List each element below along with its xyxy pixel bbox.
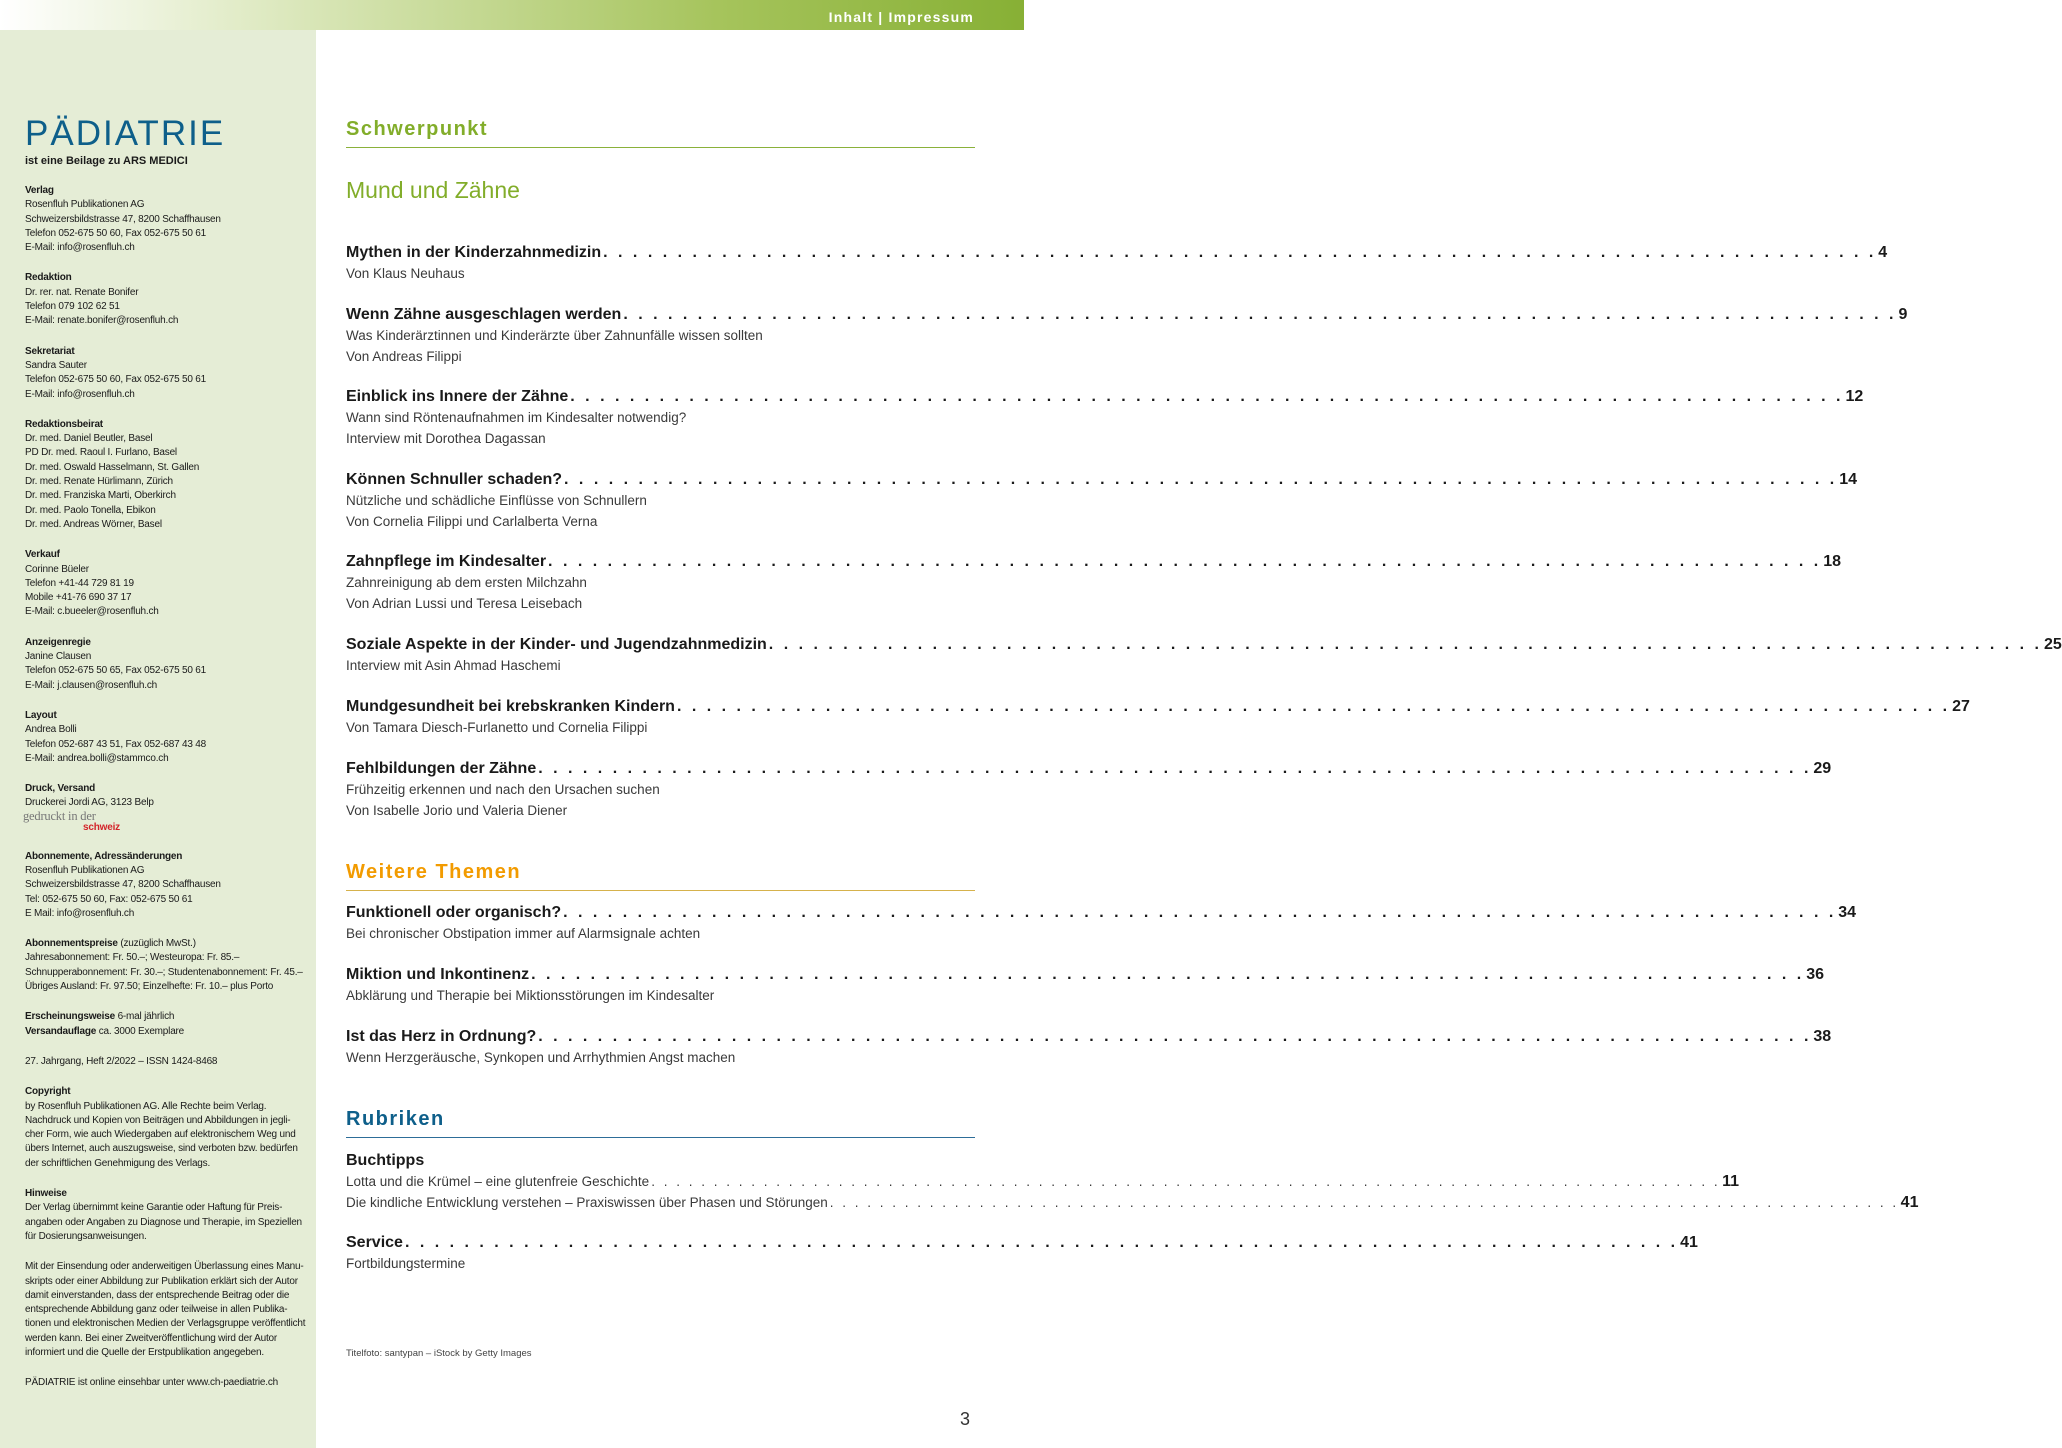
article-subline: Von Andreas Filippi xyxy=(346,349,462,364)
dot-leader: . . . . . . . . . . . . . . . . . . . . . . . . . . . . . . . . . . . . . . . . . . . . . . . . . . . . . . . . . . . . . . . . . . . . . . . . . . . . . . . . . . . . . . xyxy=(404,1234,1679,1251)
block-line: angaben oder Angaben zu Diagnose und Therapie, im Speziellen xyxy=(25,1216,302,1228)
price-line: Übriges Ausland: Fr. 97.50; Einzelhefte: Fr. 10.– plus Porto xyxy=(25,981,274,993)
dot-leader: . . . . . . . . . . . . . . . . . . . . . . . . . . . . . . . . . . . . . . . . . . . . . . . . . . . . . . . . . . . . . . . . . . . . . . . . . . . . . . . . . . . . . . xyxy=(829,1195,1899,1210)
article-subline: Was Kinderärztinnen und Kinderärzte über Zahnunfälle wissen sollten xyxy=(346,328,763,343)
article-subline: Frühzeitig erkennen und nach den Ursachen suchen xyxy=(346,782,660,797)
dot-leader: . . . . . . . . . . . . . . . . . . . . . . . . . . . . . . . . . . . . . . . . . . . . . . . . . . . . . . . . . . . . . . . . . . . . . . . . . . . . . . . . . . . . . . xyxy=(564,471,1838,488)
block-line: Schweizersbildstrasse 47, 8200 Schaffhausen xyxy=(25,213,221,225)
circulation-line xyxy=(25,1025,310,1039)
block-heading: Hinweise xyxy=(25,1188,67,1200)
circulation-value: ca. 3000 Exemplare xyxy=(96,1025,185,1037)
page-ref: 11 xyxy=(1722,1173,1740,1190)
article-subline: Interview mit Asin Ahmad Haschemi xyxy=(346,658,561,673)
publication-frequency xyxy=(25,1010,310,1039)
dot-leader: . . . . . . . . . . . . . . . . . . . . . . . . . . . . . . . . . . . . . . . . . . . . . . . . . . . . . . . . . . . . . . . . . . . . . . . . . . . . . . . . . . . . . . xyxy=(623,306,1897,323)
frequency-value: 6-mal jährlich xyxy=(114,1011,175,1023)
page-ref: 14 xyxy=(1839,471,1857,488)
section-heading-weitere-themen: Weitere Themen xyxy=(346,861,975,891)
page-ref: 29 xyxy=(1813,760,1832,777)
article-title: Fehlbildungen der Zähne xyxy=(346,760,537,777)
impressum-block xyxy=(25,782,310,834)
block-heading: Redaktionsbeirat xyxy=(25,418,103,430)
book-entry xyxy=(346,1171,1740,1192)
article-title: Funktionell oder organisch? xyxy=(346,904,562,921)
dot-leader: . . . . . . . . . . . . . . . . . . . . . . . . . . . . . . . . . . . . . . . . . . . . . . . . . . . . . . . . . . . . . . . . . . . . . . . . . . . . . . . . . . . . . . xyxy=(651,1174,1721,1189)
photo-credit: Titelfoto: santypan – iStock by Getty Images xyxy=(346,1348,532,1359)
block-line: entsprechende Abbildung ganz oder teilweise in allen Publika- xyxy=(25,1304,288,1316)
frequency-line xyxy=(25,1010,310,1024)
toc-entry xyxy=(346,759,1832,821)
block-line: übers Internet, auch auszugsweise, sind verboten bzw. bedürfen xyxy=(25,1143,298,1155)
dot-leader: . . . . . . . . . . . . . . . . . . . . . . . . . . . . . . . . . . . . . . . . . . . . . . . . . . . . . . . . . . . . . . . . . . . . . . . . . . . . . . . . . . . . . . xyxy=(603,244,1877,261)
toc-entry xyxy=(346,243,1888,284)
block-line: E-Mail: c.bueeler@rosenfluh.ch xyxy=(25,606,159,618)
block-line: Der Verlag übernimmt keine Garantie oder Haftung für Preis- xyxy=(25,1202,283,1214)
toc-entry xyxy=(346,552,1841,614)
block-line: für Dosierungsanweisungen. xyxy=(25,1230,147,1242)
block-line: Telefon 052-675 50 60, Fax 052-675 50 61 xyxy=(25,374,207,386)
group-heading: Buchtipps xyxy=(346,1152,425,1169)
book-entry xyxy=(346,1192,1919,1213)
logo-text: schweiz xyxy=(83,821,120,833)
page-ref: 41 xyxy=(1680,1234,1698,1251)
article-title: Miktion und Inkontinenz xyxy=(346,966,530,983)
block-line: cher Form, wie auch Wiedergaben auf elektronischem Weg und xyxy=(25,1129,296,1141)
block-line: Telefon 079 102 62 51 xyxy=(25,301,120,313)
article-title: Zahnpflege im Kindesalter xyxy=(346,553,547,570)
article-subline: Von Cornelia Filippi und Carlalberta Verna xyxy=(346,514,598,529)
block-line: der schriftlichen Genehmigung des Verlags. xyxy=(25,1157,211,1169)
block-line: Dr. med. Renate Hürlimann, Zürich xyxy=(25,476,173,488)
book-title: Die kindliche Entwicklung verstehen – Praxiswissen über Phasen und Störungen xyxy=(346,1195,828,1210)
focus-topic-title: Mund und Zähne xyxy=(346,177,520,203)
block-line: Tel: 052-675 50 60, Fax: 052-675 50 61 xyxy=(25,893,193,905)
frequency-heading: Erscheinungsweise xyxy=(25,1011,115,1023)
dot-leader: . . . . . . . . . . . . . . . . . . . . . . . . . . . . . . . . . . . . . . . . . . . . . . . . . . . . . . . . . . . . . . . . . . . . . . . . . . . . . . . . . . . . . . xyxy=(563,904,1837,921)
impressum-block xyxy=(25,850,310,921)
block-heading: Layout xyxy=(25,709,57,721)
block-line: Rosenfluh Publikationen AG xyxy=(25,864,145,876)
block-line: Mobile +41-76 690 37 17 xyxy=(25,592,132,604)
impressum-blocks xyxy=(25,184,310,1391)
block-heading: Sekretariat xyxy=(25,345,75,357)
impressum-sidebar xyxy=(0,30,316,1448)
block-heading: Druck, Versand xyxy=(25,783,96,795)
online-line: PÄDIATRIE ist online einsehbar unter www.ch-paediatrie.ch xyxy=(25,1377,278,1389)
toc-entry-row xyxy=(346,243,1888,263)
block-line: Nachdruck und Kopien von Beiträgen und Abbildungen in jegli- xyxy=(25,1114,291,1126)
page-ref: 27 xyxy=(1952,698,1970,715)
block-line: Telefon 052-675 50 65, Fax 052-675 50 61 xyxy=(25,665,207,677)
buchtipps-group xyxy=(346,1151,1919,1213)
block-line: damit einverstanden, dass der entsprechende Beitrag oder die xyxy=(25,1289,290,1301)
article-subline: Von Adrian Lussi und Teresa Leisebach xyxy=(346,596,583,611)
block-line: Dr. med. Paolo Tonella, Ebikon xyxy=(25,504,156,516)
circulation-heading: Versandauflage xyxy=(25,1025,97,1037)
block-line: Andrea Bolli xyxy=(25,724,77,736)
block-line: E-Mail: info@rosenfluh.ch xyxy=(25,242,135,254)
toc-entry xyxy=(346,697,1970,738)
block-heading: Verlag xyxy=(25,185,54,196)
block-heading: Redaktion xyxy=(25,272,72,284)
top-banner xyxy=(0,0,1024,30)
impressum-block xyxy=(25,418,310,532)
block-line: Dr. med. Daniel Beutler, Basel xyxy=(25,433,153,445)
article-subline: Fortbildungstermine xyxy=(346,1256,466,1271)
article-subline: Nützliche und schädliche Einflüsse von Schnullern xyxy=(346,493,647,508)
block-line: Telefon 052-675 50 60, Fax 052-675 50 61 xyxy=(25,227,207,239)
toc-entry xyxy=(346,903,1857,944)
page-ref: 25 xyxy=(2043,636,2062,653)
dot-leader: . . . . . . . . . . . . . . . . . . . . . . . . . . . . . . . . . . . . . . . . . . . . . . . . . . . . . . . . . . . . . . . . . . . . . . . . . . . . . . . . . . . . . . xyxy=(531,966,1805,983)
block-line: werden kann. Bei einer Zweitveröffentlichung wird der Autor xyxy=(25,1332,278,1344)
article-title: Service xyxy=(346,1234,403,1251)
article-title: Wenn Zähne ausgeschlagen werden xyxy=(346,306,622,323)
page-ref: 34 xyxy=(1838,904,1857,921)
section-label: Inhalt | Impressum xyxy=(828,9,974,25)
dot-leader: . . . . . . . . . . . . . . . . . . . . . . . . . . . . . . . . . . . . . . . . . . . . . . . . . . . . . . . . . . . . . . . . . . . . . . . . . . . . . . . . . . . . . . xyxy=(570,388,1844,405)
block-line: Telefon +41-44 729 81 19 xyxy=(25,577,134,589)
impressum-block xyxy=(25,184,310,255)
service-entry xyxy=(346,1233,1698,1274)
block-line: PD Dr. med. Raoul I. Furlano, Basel xyxy=(25,447,177,459)
block-line: E-Mail: j.clausen@rosenfluh.ch xyxy=(25,679,157,691)
logo-text: gedruckt in der xyxy=(23,808,96,823)
impressum-block xyxy=(25,636,310,693)
article-subline: Von Isabelle Jorio und Valeria Diener xyxy=(346,803,568,818)
toc-entry-row xyxy=(346,903,1857,923)
block-line: by Rosenfluh Publikationen AG. Alle Rechte beim Verlag. xyxy=(25,1100,267,1112)
block-line: Mit der Einsendung oder anderweitigen Überlassung eines Manu- xyxy=(25,1261,304,1273)
toc-entry-row xyxy=(346,1027,1832,1047)
page-ref: 12 xyxy=(1845,388,1864,405)
copyright-block xyxy=(25,1085,310,1171)
price-line: Schnupperabonnement: Fr. 30.–; Studentenabonnement: Fr. 45.– xyxy=(25,966,303,978)
block-line: informiert und die Quelle der Erstpublikation angegeben. xyxy=(25,1347,264,1358)
impressum-block xyxy=(25,271,310,328)
page-ref: 41 xyxy=(1900,1194,1919,1211)
impressum-content xyxy=(25,116,310,1391)
book-title: Lotta und die Krümel – eine glutenfreie Geschichte xyxy=(346,1174,650,1189)
toc-entry xyxy=(346,1027,1832,1068)
block-line: skripts oder einer Abbildung zur Publikation erklärt sich der Autor xyxy=(25,1275,298,1287)
submission-notice xyxy=(25,1260,310,1360)
block-line: E-Mail: renate.bonifer@rosenfluh.ch xyxy=(25,315,179,327)
block-line: Schweizersbildstrasse 47, 8200 Schaffhausen xyxy=(25,879,221,891)
impressum-block xyxy=(25,345,310,402)
dot-leader: . . . . . . . . . . . . . . . . . . . . . . . . . . . . . . . . . . . . . . . . . . . . . . . . . . . . . . . . . . . . . . . . . . . . . . . . . . . . . . . . . . . . . . xyxy=(538,760,1812,777)
block-heading: Verkauf xyxy=(25,549,60,561)
article-subline: Bei chronischer Obstipation immer auf Alarmsignale achten xyxy=(346,926,701,941)
article-subline: Wann sind Röntenaufnahmen im Kindesalter notwendig? xyxy=(346,410,687,425)
toc-entry xyxy=(346,635,2062,676)
article-subline: Zahnreinigung ab dem ersten Milchzahn xyxy=(346,575,587,590)
toc-entry xyxy=(346,305,1908,367)
page-ref: 36 xyxy=(1806,966,1825,983)
block-line: Rosenfluh Publikationen AG xyxy=(25,199,145,211)
block-heading: Anzeigenregie xyxy=(25,636,91,648)
block-heading: Abonnemente, Adressänderungen xyxy=(25,850,183,862)
toc-entry-row xyxy=(346,759,1832,779)
page-ref: 4 xyxy=(1878,244,1888,261)
printed-in-switzerland-logo xyxy=(23,808,310,834)
impressum-block xyxy=(25,548,310,619)
article-subline: Abklärung und Therapie bei Miktionsstörungen im Kindesalter xyxy=(346,988,715,1003)
article-title: Einblick ins Innere der Zähne xyxy=(346,388,569,405)
hinweise-block xyxy=(25,1187,310,1244)
publication-title: PÄDIATRIE xyxy=(25,114,226,153)
block-line: Sandra Sauter xyxy=(25,359,87,371)
page-ref: 9 xyxy=(1898,306,1908,323)
section-heading-schwerpunkt: Schwerpunkt xyxy=(346,118,975,148)
article-subline: Interview mit Dorothea Dagassan xyxy=(346,431,546,446)
article-title: Mundgesundheit bei krebskranken Kindern xyxy=(346,698,675,715)
prices-heading-line xyxy=(25,937,310,951)
block-line: Dr. med. Andreas Wörner, Basel xyxy=(25,518,162,530)
block-line: E Mail: info@rosenfluh.ch xyxy=(25,907,135,919)
toc-entry xyxy=(346,387,1864,449)
block-line: Dr. rer. nat. Renate Bonifer xyxy=(25,286,139,298)
prices-heading: Abonnementspreise xyxy=(25,938,118,950)
block-heading: Copyright xyxy=(25,1086,71,1098)
article-subline: Wenn Herzgeräusche, Synkopen und Arrhythmien Angst machen xyxy=(346,1050,736,1065)
issue-line: 27. Jahrgang, Heft 2/2022 – ISSN 1424-8468 xyxy=(25,1055,218,1067)
article-title: Soziale Aspekte in der Kinder- und Jugendzahnmedizin xyxy=(346,636,767,653)
toc-entry-row xyxy=(346,697,1970,717)
prices-heading-note: (zuzüglich MwSt.) xyxy=(117,938,196,950)
page-ref: 18 xyxy=(1823,553,1841,570)
publication-subtitle: ist eine Beilage zu ARS MEDICI xyxy=(25,155,188,167)
toc-entry-row xyxy=(346,387,1864,407)
block-line: Druckerei Jordi AG, 3123 Belp xyxy=(25,797,154,809)
toc-entry xyxy=(346,965,1825,1006)
toc-entry-row xyxy=(346,305,1908,325)
toc-entry-row xyxy=(346,1233,1698,1253)
subscription-prices xyxy=(25,937,310,994)
block-line: tionen und elektronischen Medien der Verlagsgruppe veröffentlicht xyxy=(25,1318,306,1330)
toc-entry-row xyxy=(346,470,1857,490)
section-heading-rubriken: Rubriken xyxy=(346,1108,975,1138)
article-title: Mythen in der Kinderzahnmedizin xyxy=(346,244,602,261)
block-line: Telefon 052-687 43 51, Fax 052-687 43 48 xyxy=(25,738,207,750)
dot-leader: . . . . . . . . . . . . . . . . . . . . . . . . . . . . . . . . . . . . . . . . . . . . . . . . . . . . . . . . . . . . . . . . . . . . . . . . . . . . . . . . . . . . . . xyxy=(538,1028,1812,1045)
article-title: Können Schnuller schaden? xyxy=(346,471,563,488)
block-line: Janine Clausen xyxy=(25,651,92,663)
block-line: Dr. med. Franziska Marti, Oberkirch xyxy=(25,490,176,502)
dot-leader: . . . . . . . . . . . . . . . . . . . . . . . . . . . . . . . . . . . . . . . . . . . . . . . . . . . . . . . . . . . . . . . . . . . . . . . . . . . . . . . . . . . . . . xyxy=(768,636,2042,653)
price-line: Jahresabonnement: Fr. 50.–; Westeuropa: Fr. 85.– xyxy=(25,952,240,964)
impressum-block xyxy=(25,709,310,766)
article-subline: Von Klaus Neuhaus xyxy=(346,266,465,281)
article-subline: Von Tamara Diesch-Furlanetto und Cornelia Filippi xyxy=(346,720,648,735)
toc-entry-row xyxy=(346,965,1825,985)
toc-entry-row xyxy=(346,552,1841,572)
block-line: E-Mail: andrea.bolli@stammco.ch xyxy=(25,752,169,764)
block-line: Corinne Büeler xyxy=(25,563,89,575)
dot-leader: . . . . . . . . . . . . . . . . . . . . . . . . . . . . . . . . . . . . . . . . . . . . . . . . . . . . . . . . . . . . . . . . . . . . . . . . . . . . . . . . . . . . . . xyxy=(548,553,1822,570)
block-line: E-Mail: info@rosenfluh.ch xyxy=(25,388,135,400)
block-line: Dr. med. Oswald Hasselmann, St. Gallen xyxy=(25,461,200,473)
dot-leader: . . . . . . . . . . . . . . . . . . . . . . . . . . . . . . . . . . . . . . . . . . . . . . . . . . . . . . . . . . . . . . . . . . . . . . . . . . . . . . . . . . . . . . xyxy=(676,698,1951,715)
toc-entry xyxy=(346,470,1857,532)
page-number: 3 xyxy=(960,1409,971,1429)
issue-info xyxy=(25,1055,310,1069)
toc-entry-row xyxy=(346,635,2062,655)
page-ref: 38 xyxy=(1813,1028,1832,1045)
article-title: Ist das Herz in Ordnung? xyxy=(346,1028,537,1045)
online-notice xyxy=(25,1376,310,1390)
